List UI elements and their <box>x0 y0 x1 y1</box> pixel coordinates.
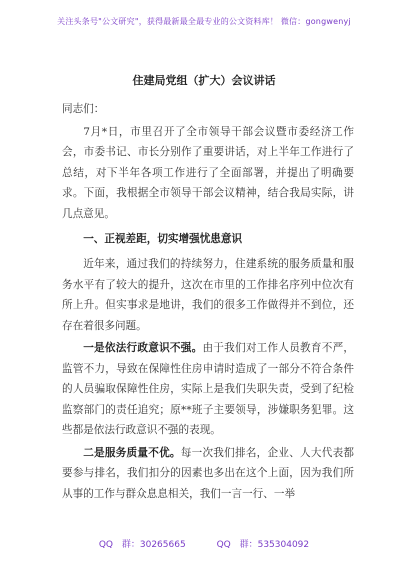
point1-lead: 一是依法行政意识不强。 <box>83 342 203 355</box>
point2-paragraph <box>62 443 354 504</box>
point2-text: 每一次我们排名，企业、人大代表都要参与排名，我们扣分的因素也多出在这个上面，因为我们所从事的工作与群众息息相关，我们一言一行、一举 <box>62 447 355 500</box>
header-promo-note: 关注头条号"公文研究"，获得最新最全最专业的公文资料库！ 微信：gongwenyj <box>57 17 351 26</box>
footer-qq-group-1: QQ 群：30265665 <box>98 540 186 550</box>
point1-text: 由于我们对工作人员教育不严，监管不力，导致在保障性住房申请时造成了一部分不符合条件的人员骗取保障性住房，实际上是我们失职失责，受到了纪检监察部门的责任追究；原**班子主要领导，涉嫌职务犯罪。这些都是依法行政意识不强的表现。 <box>62 342 355 437</box>
intro-paragraph: 7月*日，市里召开了全市领导干部会议暨市委经济工作会，市委书记、市长分别作了重要讲话，对上半年工作进行了总结，对下半年各项工作进行了全面部署，并提出了明确要求。下面，我根据全市领导干部会议精神，结合我局实际，讲几点意见。 <box>62 125 354 220</box>
document-body <box>62 99 354 507</box>
footer-contact <box>0 537 408 550</box>
footer-qq-group-2: QQ 群：535304092 <box>216 540 310 550</box>
point1-paragraph <box>62 338 354 440</box>
section1-paragraph: 近年来，通过我们的持续努力，住建系统的服务质量和服务水平有了较大的提升，这次在市里的工作排名序列中位次有所上升。但实事求是地讲，我们的很多工作做得并不到位，还存在着很多问题。 <box>62 258 354 332</box>
salutation: 同志们： <box>62 103 105 115</box>
section-heading-1: 一、正视差距，切实增强忧患意识 <box>83 232 243 245</box>
point2-lead: 二是服务质量不优。 <box>83 447 181 459</box>
document-title: 住建局党组（扩大）会议讲话 <box>132 74 276 87</box>
